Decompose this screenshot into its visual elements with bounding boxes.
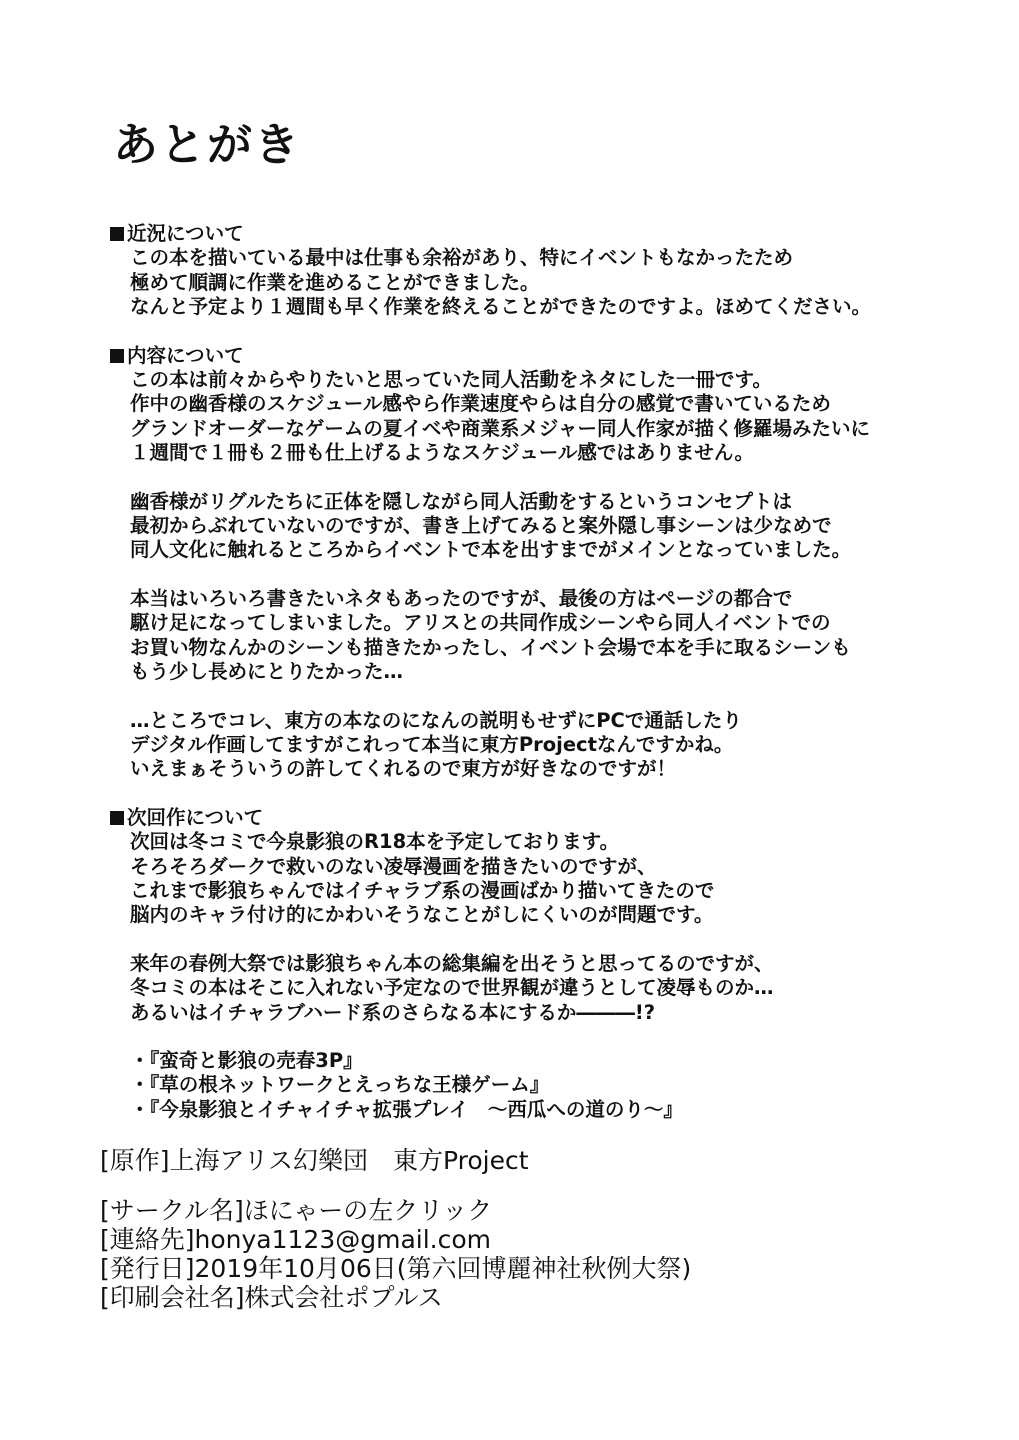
text-line: 脳内のキャラ付け的にかわいそうなことがしにくいのが問題です。 xyxy=(130,903,714,927)
colophon-circle: [サークル名]ほにゃーの左クリック xyxy=(100,1196,493,1225)
text-line: グランドオーダーなゲームの夏イベや商業系メジャー同人作家が描く修羅場みたいに xyxy=(130,416,871,440)
colophon-date: [発行日]2019年10月06日(第六回博麗神社秋例大祭) xyxy=(100,1254,692,1283)
colophon-printer: [印刷会社名]株式会社ポプルス xyxy=(100,1283,443,1312)
colophon-contact: [連絡先]honya1123@gmail.com xyxy=(100,1225,492,1254)
text-line: 冬コミの本はそこに入れない予定なので世界観が違うとして凌辱ものか… xyxy=(130,976,774,1000)
text-line: なんと予定より１週間も早く作業を終えることができたのですよ。ほめてください。 xyxy=(130,295,872,319)
text-line: …ところでコレ、東方の本なのになんの説明もせずにPCで通話したり xyxy=(130,708,742,732)
text-line: １週間で１冊も２冊も仕上げるようなスケジュール感ではありません。 xyxy=(130,441,755,465)
text-line: そろそろダークで救いのない凌辱漫画を描きたいのですが、 xyxy=(130,854,657,878)
text-line: この本は前々からやりたいと思っていた同人活動をネタにした一冊です。 xyxy=(130,368,772,392)
paragraph xyxy=(130,709,990,782)
text-line: デジタル作画してますがこれって本当に東方Projectなんですかね。 xyxy=(130,732,734,756)
section-heading-recent: 近況について xyxy=(110,222,990,246)
text-line: 同人文化に触れるところからイベントで本を出すまでがメインとなっていました。 xyxy=(130,538,852,562)
text-line: これまで影狼ちゃんではイチャラブ系の漫画ばかり描いてきたので xyxy=(130,878,715,902)
text-line: 最初からぶれていないのですが、書き上げてみると案外隠し事シーンは少なめで xyxy=(130,514,832,538)
square-bullet-icon xyxy=(110,811,124,825)
list-item: ・『蛮奇と影狼の売春3P』 xyxy=(130,1048,363,1072)
text-line: 幽香様がリグルたちに正体を隠しながら同人活動をするというコンセプトは xyxy=(130,489,793,513)
square-bullet-icon xyxy=(110,227,124,241)
text-line: 次回は冬コミで今泉影狼のR18本を予定しております。 xyxy=(130,830,620,854)
colophon-original: [原作]上海アリス幻樂団 東方Project xyxy=(100,1146,529,1175)
paragraph xyxy=(130,368,990,466)
text-line: もう少し長めにとりたかった… xyxy=(130,660,404,684)
text-line: 駆け足になってしまいました。アリスとの共同作成シーンやら同人イベントでの xyxy=(130,611,831,635)
paragraph xyxy=(130,952,990,1025)
paragraph xyxy=(130,830,990,928)
page-title: あとがき xyxy=(113,118,302,171)
paragraph xyxy=(130,490,990,563)
text-line: 本当はいろいろ書きたいネタもあったのですが、最後の方はページの都合で xyxy=(130,586,793,610)
afterword-body xyxy=(110,222,990,1122)
text-line: この本を描いている最中は仕事も余裕があり、特にイベントもなかったため xyxy=(130,246,794,270)
text-line: 来年の春例大祭では影狼ちゃん本の総集編を出そうと思ってるのですが、 xyxy=(130,951,774,975)
text-line: いえまぁそういうの許してくれるので東方が好きなのですが！ xyxy=(130,757,677,781)
section-heading-content: 内容について xyxy=(110,344,990,368)
list-item: ・『草の根ネットワークとえっちな王様ゲーム』 xyxy=(130,1073,550,1097)
text-line: 作中の幽香様のスケジュール感やら作業速度やらは自分の感覚で書いているため xyxy=(130,392,831,416)
colophon xyxy=(100,1148,691,1310)
paragraph xyxy=(130,246,990,319)
text-line: お買い物なんかのシーンも描きたかったし、イベント会場で本を手に取るシーンも xyxy=(130,635,851,659)
text-line: 極めて順調に作業を進めることができました。 xyxy=(130,270,540,294)
text-line: あるいはイチャラブハード系のさらなる本にするか―――!? xyxy=(130,1000,656,1024)
list-item: ・『今泉影狼とイチャイチャ拡張プレイ 〜西瓜への道のり〜』 xyxy=(130,1097,683,1121)
work-list xyxy=(130,1049,990,1122)
section-heading-next-work: 次回作について xyxy=(110,806,990,830)
paragraph xyxy=(130,587,990,685)
square-bullet-icon xyxy=(110,349,124,363)
